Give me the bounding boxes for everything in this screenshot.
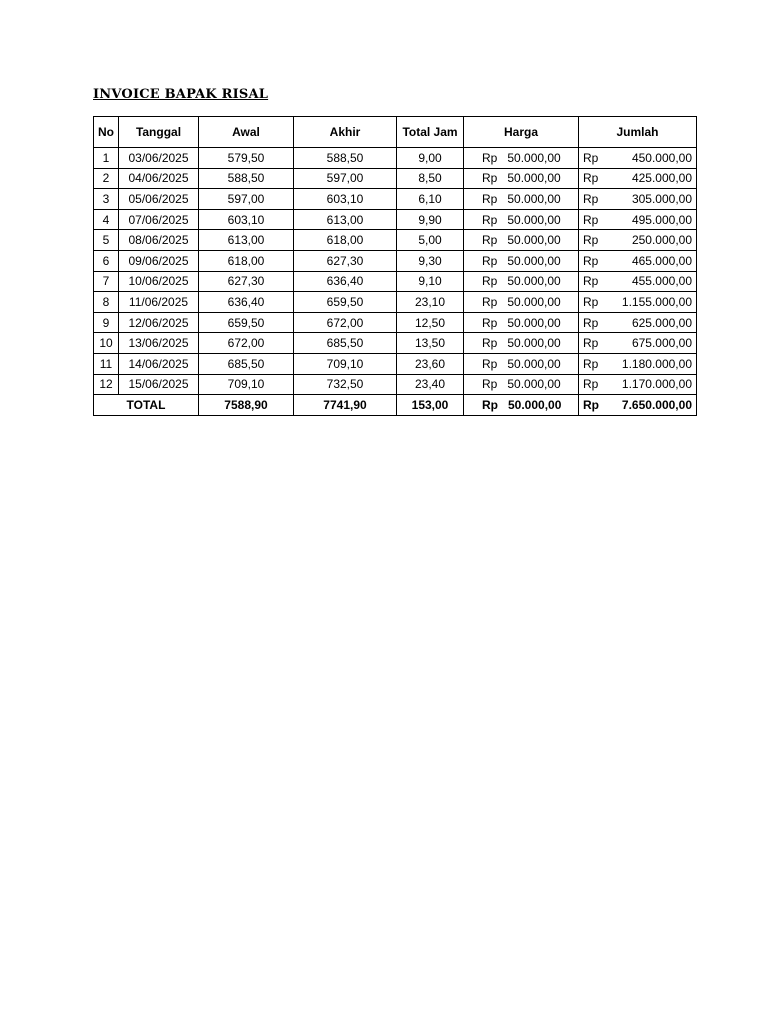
cell-no: 5 — [94, 230, 119, 251]
cell-tanggal: 04/06/2025 — [119, 168, 199, 189]
currency-label: Rp — [482, 233, 498, 248]
cell-awal: 613,00 — [199, 230, 294, 251]
cell-jumlah — [579, 271, 697, 292]
cell-jumlah — [579, 250, 697, 271]
currency-label: Rp — [583, 294, 599, 309]
table-row — [94, 189, 697, 210]
currency-label: Rp — [583, 356, 599, 371]
total-harga — [464, 395, 579, 416]
cell-harga-value: 50.000,00 — [507, 253, 561, 268]
cell-awal: 627,30 — [199, 271, 294, 292]
cell-jumlah-value: 450.000,00 — [631, 150, 692, 165]
table-row — [94, 353, 697, 374]
cell-total-jam: 12,50 — [397, 312, 464, 333]
cell-awal: 709,10 — [199, 374, 294, 395]
currency-label: Rp — [583, 233, 599, 248]
cell-tanggal: 12/06/2025 — [119, 312, 199, 333]
cell-jumlah — [579, 148, 697, 169]
currency-label: Rp — [482, 356, 498, 371]
table-row — [94, 333, 697, 354]
cell-total-jam: 13,50 — [397, 333, 464, 354]
header-total-jam: Total Jam — [397, 117, 464, 148]
currency-label: Rp — [482, 294, 498, 309]
cell-total-jam: 9,90 — [397, 209, 464, 230]
cell-harga — [464, 333, 579, 354]
cell-harga — [464, 312, 579, 333]
cell-jumlah-value: 425.000,00 — [631, 171, 692, 186]
cell-akhir: 613,00 — [294, 209, 397, 230]
currency-label: Rp — [482, 253, 498, 268]
cell-no: 3 — [94, 189, 119, 210]
cell-no: 10 — [94, 333, 119, 354]
currency-label: Rp — [583, 253, 599, 268]
cell-harga-value: 50.000,00 — [507, 377, 561, 392]
cell-tanggal: 03/06/2025 — [119, 148, 199, 169]
cell-akhir: 709,10 — [294, 353, 397, 374]
cell-awal: 588,50 — [199, 168, 294, 189]
cell-tanggal: 07/06/2025 — [119, 209, 199, 230]
cell-jumlah-value: 495.000,00 — [631, 212, 692, 227]
total-row — [94, 395, 697, 416]
header-awal: Awal — [199, 117, 294, 148]
currency-label: Rp — [583, 191, 599, 206]
currency-label: Rp — [583, 397, 599, 412]
cell-harga — [464, 209, 579, 230]
cell-harga — [464, 353, 579, 374]
total-awal: 7588,90 — [199, 395, 294, 416]
currency-label: Rp — [583, 274, 599, 289]
cell-harga — [464, 168, 579, 189]
cell-awal: 636,40 — [199, 292, 294, 313]
cell-jumlah-value: 625.000,00 — [631, 315, 692, 330]
table-row — [94, 148, 697, 169]
total-jumlah-value: 7.650.000,00 — [621, 397, 692, 412]
cell-jumlah — [579, 353, 697, 374]
header-tanggal: Tanggal — [119, 117, 199, 148]
cell-harga-value: 50.000,00 — [507, 294, 561, 309]
cell-total-jam: 23,40 — [397, 374, 464, 395]
cell-jumlah-value: 455.000,00 — [631, 274, 692, 289]
table-row — [94, 292, 697, 313]
currency-label: Rp — [583, 336, 599, 351]
cell-akhir: 636,40 — [294, 271, 397, 292]
cell-jumlah-value: 1.170.000,00 — [621, 377, 692, 392]
cell-harga — [464, 148, 579, 169]
currency-label: Rp — [583, 171, 599, 186]
cell-harga-value: 50.000,00 — [507, 233, 561, 248]
total-akhir: 7741,90 — [294, 395, 397, 416]
cell-harga — [464, 292, 579, 313]
cell-harga-value: 50.000,00 — [507, 171, 561, 186]
cell-jumlah-value: 305.000,00 — [631, 191, 692, 206]
cell-no: 4 — [94, 209, 119, 230]
cell-total-jam: 9,30 — [397, 250, 464, 271]
cell-awal: 579,50 — [199, 148, 294, 169]
table-row — [94, 312, 697, 333]
table-row — [94, 230, 697, 251]
currency-label: Rp — [482, 212, 498, 227]
currency-label: Rp — [583, 377, 599, 392]
cell-akhir: 659,50 — [294, 292, 397, 313]
cell-jumlah — [579, 189, 697, 210]
cell-akhir: 732,50 — [294, 374, 397, 395]
cell-awal: 659,50 — [199, 312, 294, 333]
cell-jumlah — [579, 333, 697, 354]
cell-awal: 597,00 — [199, 189, 294, 210]
cell-jumlah-value: 250.000,00 — [631, 233, 692, 248]
table-row — [94, 250, 697, 271]
total-jumlah — [579, 395, 697, 416]
table-body — [94, 148, 697, 416]
invoice-title: INVOICE BAPAK RISAL — [93, 87, 269, 102]
cell-harga-value: 50.000,00 — [507, 336, 561, 351]
cell-jumlah — [579, 312, 697, 333]
cell-jumlah — [579, 209, 697, 230]
currency-label: Rp — [482, 191, 498, 206]
cell-harga-value: 50.000,00 — [507, 315, 561, 330]
cell-tanggal: 10/06/2025 — [119, 271, 199, 292]
cell-awal: 672,00 — [199, 333, 294, 354]
invoice-table — [93, 116, 697, 416]
header-akhir: Akhir — [294, 117, 397, 148]
cell-jumlah — [579, 168, 697, 189]
cell-awal: 685,50 — [199, 353, 294, 374]
header-no: No — [94, 117, 119, 148]
cell-harga-value: 50.000,00 — [507, 150, 561, 165]
cell-harga-value: 50.000,00 — [507, 274, 561, 289]
cell-tanggal: 13/06/2025 — [119, 333, 199, 354]
cell-akhir: 618,00 — [294, 230, 397, 251]
table-row — [94, 168, 697, 189]
cell-awal: 618,00 — [199, 250, 294, 271]
cell-harga — [464, 189, 579, 210]
cell-harga — [464, 250, 579, 271]
cell-tanggal: 14/06/2025 — [119, 353, 199, 374]
cell-tanggal: 15/06/2025 — [119, 374, 199, 395]
cell-jumlah — [579, 230, 697, 251]
cell-total-jam: 5,00 — [397, 230, 464, 251]
currency-label: Rp — [482, 377, 498, 392]
cell-total-jam: 8,50 — [397, 168, 464, 189]
currency-label: Rp — [482, 336, 498, 351]
cell-total-jam: 23,10 — [397, 292, 464, 313]
cell-harga-value: 50.000,00 — [507, 356, 561, 371]
cell-total-jam: 9,00 — [397, 148, 464, 169]
cell-jumlah-value: 1.180.000,00 — [621, 356, 692, 371]
header-harga: Harga — [464, 117, 579, 148]
currency-label: Rp — [482, 171, 498, 186]
cell-tanggal: 08/06/2025 — [119, 230, 199, 251]
cell-no: 11 — [94, 353, 119, 374]
cell-harga-value: 50.000,00 — [507, 191, 561, 206]
cell-akhir: 603,10 — [294, 189, 397, 210]
cell-jumlah — [579, 374, 697, 395]
cell-akhir: 627,30 — [294, 250, 397, 271]
cell-total-jam: 9,10 — [397, 271, 464, 292]
currency-label: Rp — [482, 150, 498, 165]
cell-jumlah — [579, 292, 697, 313]
cell-akhir: 588,50 — [294, 148, 397, 169]
cell-no: 12 — [94, 374, 119, 395]
total-label: TOTAL — [94, 395, 199, 416]
table-row — [94, 374, 697, 395]
cell-tanggal: 09/06/2025 — [119, 250, 199, 271]
cell-jumlah-value: 1.155.000,00 — [621, 294, 692, 309]
cell-awal: 603,10 — [199, 209, 294, 230]
currency-label: Rp — [583, 212, 599, 227]
cell-tanggal: 05/06/2025 — [119, 189, 199, 210]
currency-label: Rp — [482, 397, 498, 412]
cell-total-jam: 6,10 — [397, 189, 464, 210]
currency-label: Rp — [583, 150, 599, 165]
cell-no: 9 — [94, 312, 119, 333]
cell-no: 2 — [94, 168, 119, 189]
cell-no: 7 — [94, 271, 119, 292]
currency-label: Rp — [482, 274, 498, 289]
cell-tanggal: 11/06/2025 — [119, 292, 199, 313]
cell-no: 8 — [94, 292, 119, 313]
cell-akhir: 597,00 — [294, 168, 397, 189]
currency-label: Rp — [583, 315, 599, 330]
cell-jumlah-value: 675.000,00 — [631, 336, 692, 351]
cell-no: 6 — [94, 250, 119, 271]
header-jumlah: Jumlah — [579, 117, 697, 148]
cell-no: 1 — [94, 148, 119, 169]
cell-jumlah-value: 465.000,00 — [631, 253, 692, 268]
cell-total-jam: 23,60 — [397, 353, 464, 374]
cell-akhir: 685,50 — [294, 333, 397, 354]
cell-harga — [464, 374, 579, 395]
total-jam: 153,00 — [397, 395, 464, 416]
cell-harga — [464, 271, 579, 292]
header-row — [94, 117, 697, 148]
cell-akhir: 672,00 — [294, 312, 397, 333]
cell-harga — [464, 230, 579, 251]
currency-label: Rp — [482, 315, 498, 330]
cell-harga-value: 50.000,00 — [507, 212, 561, 227]
table-row — [94, 271, 697, 292]
table-row — [94, 209, 697, 230]
total-harga-value: 50.000,00 — [508, 397, 562, 412]
